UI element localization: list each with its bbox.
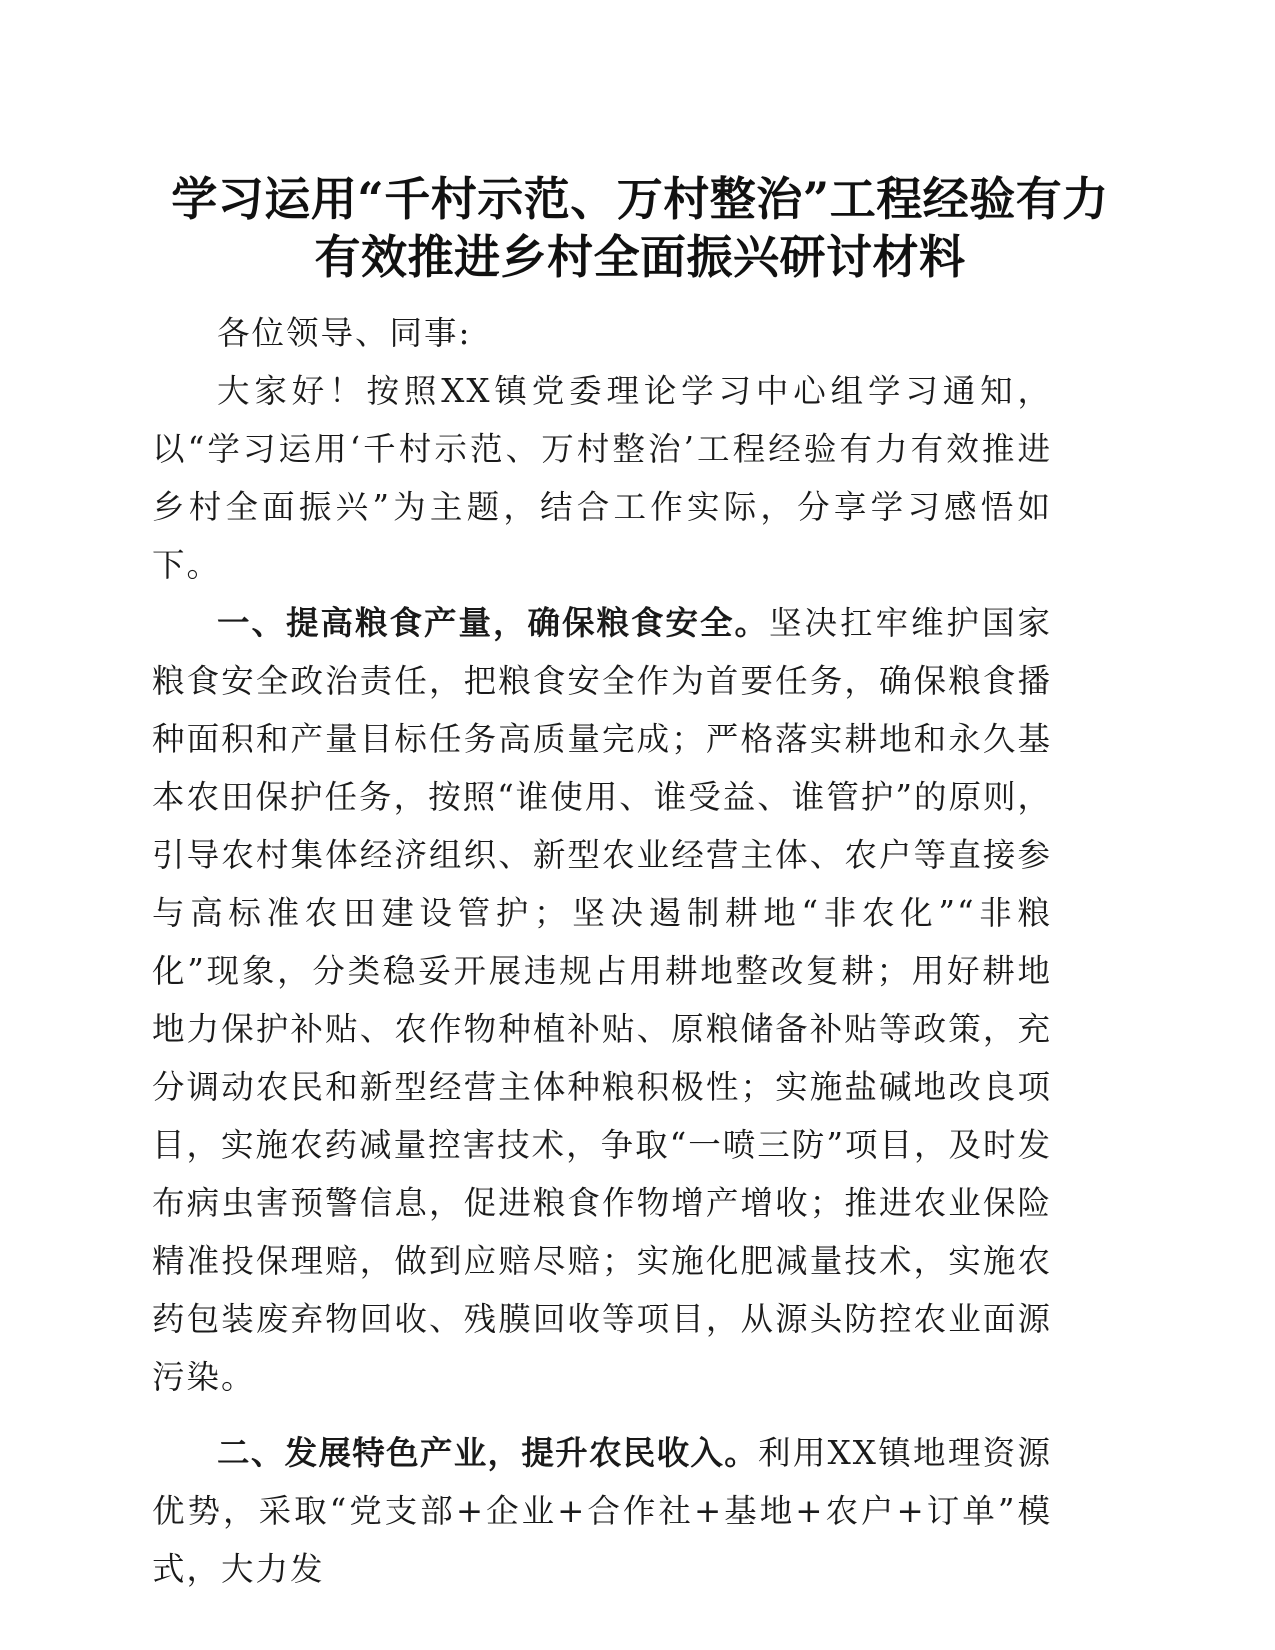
section-text-1: 坚决扛牢维护国家粮食安全政治责任，把粮食安全作为首要任务，确保粮食播种面积和产量目标任务高质量完成；严格落实耕地和永久基本农田保护任务，按照“谁使用、谁受益、谁管护”的原则，引导农村集体经济组织、新型农业经营主体、农户等直接参与高标准农田建设管护；坚决遏制耕地“非农化”“非粮化”现象，分类稳妥开展违规占用耕地整改复耕；用好耕地地力保护补贴、农作物种植补贴、原粮储备补贴等政策，充分调动农民和新型经营主体种粮积极性；实施盐碱地改良项目，实施农药减量控害技术，争取“一喷三防”项目，及时发布病虫害预警信息，促进粮食作物增产增收；推进农业保险精准投保理赔，做到应赔尽赔；实施化肥减量技术，实施农药包装废弃物回收、残膜回收等项目，从源头防控农业面源污染。	[152, 604, 1052, 1396]
section-paragraph-1	[152, 594, 1052, 1406]
section-paragraph-2	[152, 1424, 1052, 1598]
document-title: 学习运用“千村示范、万村整治”工程经验有力有效推进乡村全面振兴研讨材料	[171, 172, 1109, 284]
section-heading-2: 二、发展特色产业，提升农民收入。	[217, 1434, 759, 1472]
section-heading-1: 一、提高粮食产量，确保粮食安全。	[217, 604, 769, 642]
salutation: 各位领导、同事:	[217, 314, 472, 352]
section-text-2: 利用XX镇地理资源优势，采取“党支部+企业+合作社+基地+农户+订单”模式，大力发	[152, 1434, 1052, 1588]
intro-paragraph: 大家好！按照XX镇党委理论学习中心组学习通知，以“学习运用‘千村示范、万村整治’工程经验有力有效推进乡村全面振兴”为主题，结合工作实际，分享学习感悟如下。	[152, 372, 1052, 584]
document-body	[152, 304, 1052, 1598]
